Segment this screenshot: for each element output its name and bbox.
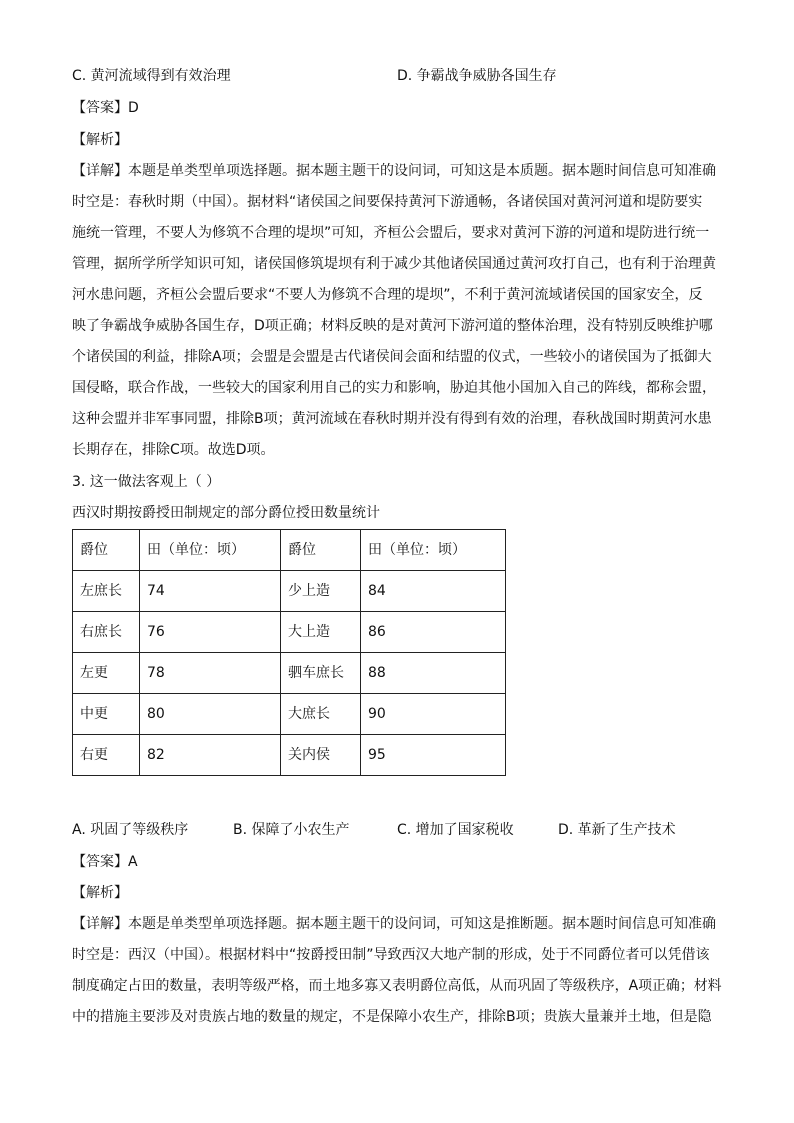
q3-stem: 3. 这一做法客观上（ ） [72,474,221,490]
header-cell: 爵位 [73,530,140,571]
table-cell: 84 [361,571,506,612]
table-cell: 关内侯 [281,735,361,776]
q3-detail-line: 中的措施主要涉及对贵族占地的数量的规定，不是保障小农生产，排除B项；贵族大量兼并土地，但是隐 [72,1009,712,1025]
table-cell: 95 [361,735,506,776]
table-row [73,612,506,653]
table-cell: 80 [140,694,281,735]
header-cell: 田（单位：顷） [140,530,281,571]
q3-answer: 【答案】A [72,854,138,870]
table-cell: 大庶长 [281,694,361,735]
q2-analysis-label: 【解析】 [72,132,128,148]
q2-detail-line: 时空是：春秋时期（中国）。据材料“诸侯国之间要保持黄河下游通畅，各诸侯国对黄河河道和堤防要实 [72,194,703,210]
q2-detail-line: 国侵略，联合作战，一些较大的国家利用自己的实力和影响，胁迫其他小国加入自己的阵线，都称会盟， [72,380,716,396]
q2-detail-line: 个诸侯国的利益，排除A项；会盟是会盟是古代诸侯间会面和结盟的仪式，一些较小的诸侯国为了抵御大 [72,349,712,365]
q3-option-b: B. 保障了小农生产 [233,822,350,838]
table-row [73,571,506,612]
header-cell: 田（单位：顷） [361,530,506,571]
q2-detail-line: 映了争霸战争威胁各国生存，D项正确；材料反映的是对黄河下游河道的整体治理，没有特别反映维护哪 [72,318,713,334]
table-row [73,694,506,735]
table-cell: 右更 [73,735,140,776]
table-cell: 左更 [73,653,140,694]
table-cell: 驷车庶长 [281,653,361,694]
q2-option-d: D. 争霸战争威胁各国生存 [397,68,557,84]
table-cell: 左庶长 [73,571,140,612]
table-cell: 76 [140,612,281,653]
q3-option-c: C. 增加了国家税收 [397,822,514,838]
q2-detail-line: 【详解】本题是单类型单项选择题。据本题主题干的设问词，可知这是本质题。据本题时间信息可知准确 [72,163,716,179]
q3-detail-line: 制度确定占田的数量，表明等级严格，而土地多寡又表明爵位高低，从而巩固了等级秩序，A项正确；材料 [72,978,722,994]
q2-option-c: C. 黄河流域得到有效治理 [72,68,231,84]
q3-analysis-label: 【解析】 [72,885,128,901]
q2-detail-line: 管理，据所学所学知识可知，诸侯国修筑堤坝有利于减少其他诸侯国通过黄河攻打自己，也有利于治理黄 [72,256,716,272]
q2-answer: 【答案】D [72,100,139,116]
q3-detail-line: 【详解】本题是单类型单项选择题。据本题主题干的设问词，可知这是推断题。据本题时间信息可知准确 [72,916,716,932]
q2-detail-line: 这种会盟并非军事同盟，排除B项；黄河流域在春秋时期并没有得到有效的治理，春秋战国时期黄河水患 [72,411,712,427]
q3-detail-line: 时空是：西汉（中国）。根据材料中“按爵授田制”导致西汉大地产制的形成，处于不同爵位者可以凭借该 [72,947,710,963]
table-cell: 86 [361,612,506,653]
table-cell: 82 [140,735,281,776]
table-cell: 少上造 [281,571,361,612]
table-cell: 78 [140,653,281,694]
header-cell: 爵位 [281,530,361,571]
q2-detail-line: 施统一管理，不要人为修筑不合理的堤坝”可知，齐桓公会盟后，要求对黄河下游的河道和堤防进行统一 [72,225,710,241]
table-row [73,735,506,776]
q3-option-a: A. 巩固了等级秩序 [72,822,189,838]
table-header-row [73,530,506,571]
q2-detail-line: 长期存在，排除C项。故选D项。 [72,442,275,458]
table-row [73,653,506,694]
table-cell: 74 [140,571,281,612]
rank-land-table [72,529,506,776]
table-cell: 90 [361,694,506,735]
table-cell: 88 [361,653,506,694]
q3-option-d: D. 革新了生产技术 [558,822,676,838]
table-title: 西汉时期按爵授田制规定的部分爵位授田数量统计 [72,505,380,521]
table-cell: 大上造 [281,612,361,653]
table-cell: 右庶长 [73,612,140,653]
q2-detail-line: 河水患问题，齐桓公会盟后要求“不要人为修筑不合理的堤坝”，不利于黄河流域诸侯国的国家安全，反 [72,287,703,303]
table-cell: 中更 [73,694,140,735]
